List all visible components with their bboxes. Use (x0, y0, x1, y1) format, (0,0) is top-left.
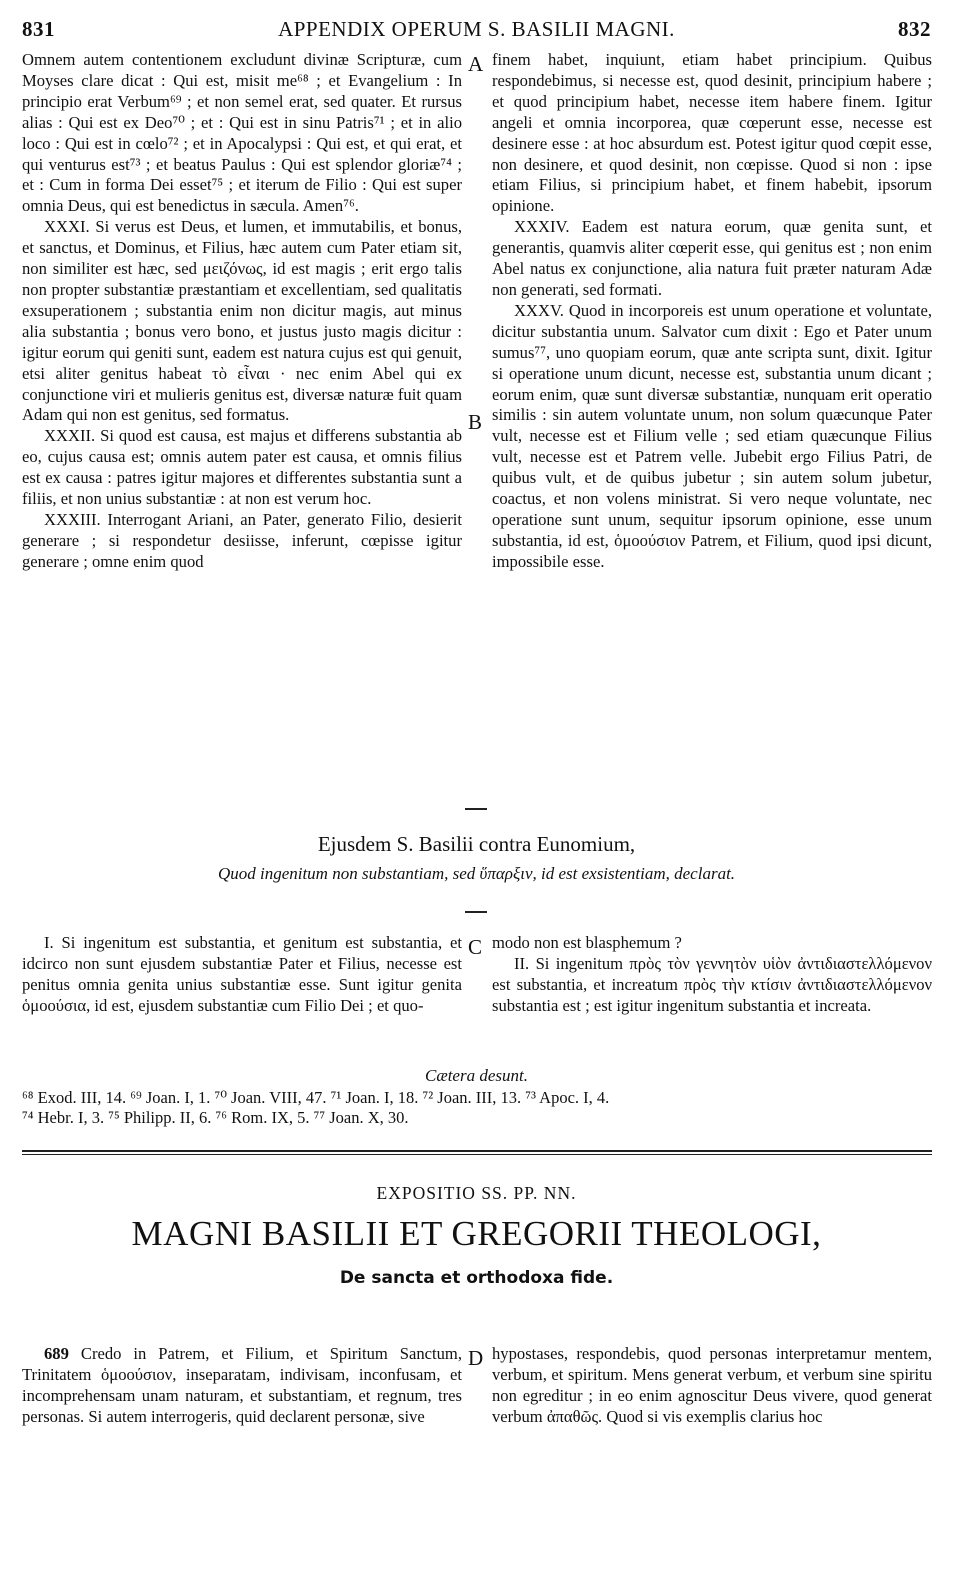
paragraph: I. Si ingenitum est substantia, et genitum est substantia, et idcirco non sunt ejusdem substantiæ Pater et Filius, necesse est penitus omnia genita unius substantiæ esse. Sunt igitur genita ὁμοούσια, id est, ejusdem substantiæ cum Filio Dei ; et quo- (22, 933, 462, 1015)
caetera-desunt: Cætera desunt. (425, 1066, 528, 1085)
footnotes (22, 1088, 937, 1128)
paragraph: XXXIV. Eadem est natura eorum, quæ genita sunt, et generantis, quamvis aliter cœperit esse, qui genitus est ; non enim Abel natus ex conjunctione, alia natura fuit præter naturam Adæ non generati, sed formati. (492, 217, 932, 299)
margin-marker-b: B (468, 410, 483, 434)
paragraph: finem habet, inquiunt, etiam habet principium. Quibus respondebimus, si necesse est, quod desinit, principium habere ; et quod principium habet, necesse item habere finem. Igitur angeli et omnia incorporea, quæ cœperunt esse, necesse est desinere esse : at hoc absurdum est. Potest igitur quod cœpit esse, non desinere, et quod desinit, non cœpisse. Quod si non : ipse etiam Filius, si principium habet, et finem habebit, ipsorum opinione. (492, 50, 932, 216)
footnote-line: ⁷⁴ Hebr. I, 3. ⁷⁵ Philipp. II, 6. ⁷⁶ Rom. IX, 5. ⁷⁷ Joan. X, 30. (22, 1108, 409, 1127)
margin-marker-d: D (468, 1346, 484, 1370)
left-column-section1 (22, 50, 462, 573)
footnote-line: ⁶⁸ Exod. III, 14. ⁶⁹ Joan. I, 1. ⁷⁰ Joan. VIII, 47. ⁷¹ Joan. I, 18. ⁷² Joan. III, 13. ⁷³ Apoc. I, 4. (22, 1088, 610, 1107)
margin-marker-c: C (468, 935, 483, 959)
sub-heading: De sancta et orthodoxa fide. (339, 1268, 614, 1288)
right-column-section3 (492, 1344, 932, 1428)
right-column-section1 (492, 50, 932, 573)
main-heading: MAGNI BASILII ET GREGORII THEOLOGI, (131, 1214, 822, 1253)
paragraph: modo non est blasphemum ? (492, 933, 682, 952)
paragraph: Credo in Patrem, et Filium, et Spiritum Sanctum, Trinitatem ὁμοούσιον, inseparatam, indivisam, inconfusam, et incomprehensam unam naturam, et substantiam, et regnum, tres personas. Si autem interrogeris, quid declarent personæ, sive (22, 1344, 462, 1426)
double-rule-divider (22, 1150, 932, 1155)
paragraph: II. Si ingenitum πρὸς τὸν γεννητὸν υἱὸν ἀντιδιαστελλόμενον est substantia, et increatum πρὸς τὴν κτίσιν ἀντιδιαστελλόμενον substantia est ; est igitur ingenitum substantia et increata. (492, 953, 932, 1015)
expositio-heading: EXPOSITIO SS. PP. NN. (376, 1183, 577, 1203)
paragraph: hypostases, respondebis, quod personas interpretamur mentem, verbum, et spiritum. Mens generat verbum, et verbum sine spiritu non egreditur ; in eo enim agnoscitur Deus vivere, quod generat verbum ἀπαθῶς. Quod si vis exemplis clarius hoc (492, 1344, 932, 1426)
page-number-left: 831 (22, 16, 55, 41)
margin-marker-a: A (468, 52, 484, 76)
paragraph: XXXI. Si verus est Deus, et lumen, et immutabilis, et bonus, et sanctus, et Dominus, et Filius, hæc autem cum Pater etiam sit, non similiter est hæc, sed μειζόνως, id est magis ; erit ergo talis non propter substantiæ præstantiam et excellentiam, sed qualitatis exsuperationem ; substantia enim non dicitur magis, aut minus alia substantia ; bonus vero bono, et justus justo magis dicitur : igitur eorum qui geniti sunt, eadem est natura cujus est qui genuit, etsi aliter genitus habeat τὸ εἶναι · nec enim Abel qui ex conjunctione viri et mulieris genitus est, diversæ naturæ fuit quam Adam qui non est genitus, sed formatus. (22, 217, 462, 425)
section-title: Ejusdem S. Basilii contra Eunomium, (317, 832, 636, 856)
left-column-section2 (22, 933, 462, 1017)
running-title: APPENDIX OPERUM S. BASILII MAGNI. (278, 16, 675, 41)
paragraph: XXXV. Quod in incorporeis est unum operatione et voluntate, dicitur substantia unum. Salvator cum dixit : Ego et Pater unum sumus⁷⁷, uno quopiam eorum, quæ ante scripta sunt, dixit. Igitur si operatione unum dicunt, necesse est, substantia unum dicant ; eorum enim, quæ sunt diversæ substantiæ, nunquam erit operatio similis : sin autem voluntate unum, non solum quæcunque Pater vult, necesse est et Filium velle ; sed etiam quæcunque Filius vult, necesse est et Patrem velle. Jubebit ergo Filius Patri, de quibus vult, et de quibus jubetur ; sin autem solum jubetur, coactus, et non volens ministrat. Si vero neque voluntate, nec operatione sunt unum, sequitur ipsorum opinione, esse unum substantia, id est, ὁμοούσιον Patrem, et Filium, quod ipsi dicunt, impossibile esse. (492, 300, 932, 571)
paragraph: Omnem autem contentionem excludunt divinæ Scripturæ, cum Moyses clare dicat : Qui est, misit me⁶⁸ ; et Evangelium : In principio erat Verbum⁶⁹ ; et non semel erat, sed quater. Et rursus alias : Qui est ex Deo⁷⁰ ; et : Qui est in sinu Patris⁷¹ ; et in alio loco : Qui est in cœlo⁷² ; et in Apocalypsi : Qui est, et qui erat, et qui venturus est⁷³ ; et beatus Paulus : Qui est splendor gloriæ⁷⁴ ; et : Cum in forma Dei esset⁷⁵ ; et iterum de Filio : Qui est super omnia Deus, qui est benedictus in sæcula. Amen⁷⁶. (22, 50, 462, 216)
paragraph: XXXIII. Interrogant Ariani, an Pater, generato Filio, desierit generare ; si respondetur desiisse, inferunt, cœpisse igitur generare ; omne enim quod (22, 509, 462, 571)
section-subtitle: Quod ingenitum non substantiam, sed ὕπαρξιν, id est exsistentiam, declarat. (217, 864, 736, 883)
left-column-section3 (22, 1344, 462, 1428)
column-number: 689 (44, 1344, 69, 1363)
section-divider (465, 808, 487, 810)
running-header (22, 14, 931, 44)
section-divider (465, 911, 487, 913)
page-number-right: 832 (897, 16, 931, 41)
paragraph: XXXII. Si quod est causa, est majus et differens substantia ab eo, cujus causa est; omnis autem pater est causa, et omnis filius est ex causa : patres igitur majores et differentes substantia sunt a filiis, et non unius substantiæ : at non est verum hoc. (22, 426, 462, 509)
right-column-section2 (492, 933, 932, 1017)
